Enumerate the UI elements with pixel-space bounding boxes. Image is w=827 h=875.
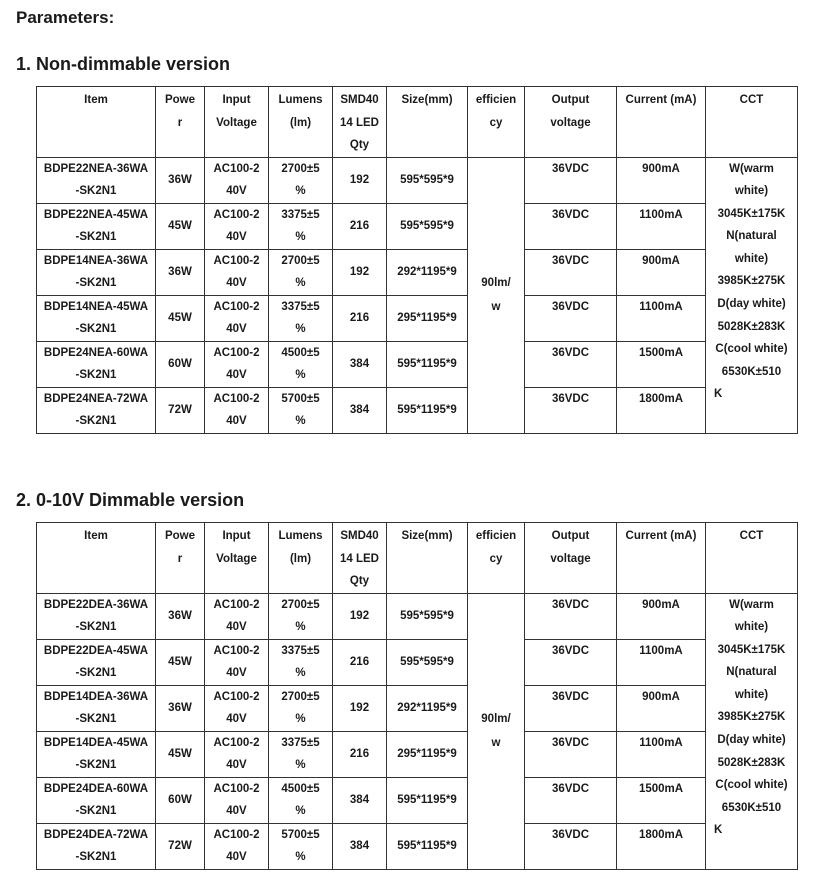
current-cell: 900mA bbox=[617, 249, 706, 295]
input-voltage-cell: AC100-2 40V bbox=[205, 593, 269, 639]
section-title-non-dimmable: 1. Non-dimmable version bbox=[16, 54, 231, 74]
input-voltage-cell: AC100-2 40V bbox=[205, 203, 269, 249]
column-header: Lumens (lm) bbox=[269, 87, 333, 158]
column-header: Input Voltage bbox=[205, 87, 269, 158]
current-cell: 900mA bbox=[617, 157, 706, 203]
size-cell: 595*1195*9 bbox=[387, 387, 468, 433]
power-cell: 36W bbox=[156, 593, 205, 639]
table-row bbox=[37, 639, 798, 685]
item-cell: BDPE14DEA-45WA -SK2N1 bbox=[37, 731, 156, 777]
table-row bbox=[37, 731, 798, 777]
item-cell: BDPE24NEA-72WA -SK2N1 bbox=[37, 387, 156, 433]
item-cell: BDPE22NEA-36WA -SK2N1 bbox=[37, 157, 156, 203]
input-voltage-cell: AC100-2 40V bbox=[205, 249, 269, 295]
power-cell: 72W bbox=[156, 387, 205, 433]
lumens-cell: 2700±5 % bbox=[269, 249, 333, 295]
power-cell: 36W bbox=[156, 249, 205, 295]
lumens-cell: 2700±5 % bbox=[269, 593, 333, 639]
led-qty-cell: 192 bbox=[333, 593, 387, 639]
item-cell: BDPE22DEA-36WA -SK2N1 bbox=[37, 593, 156, 639]
output-voltage-cell: 36VDC bbox=[525, 295, 617, 341]
power-cell: 45W bbox=[156, 731, 205, 777]
led-qty-cell: 192 bbox=[333, 685, 387, 731]
led-qty-cell: 192 bbox=[333, 157, 387, 203]
column-header: SMD40 14 LED Qty bbox=[333, 87, 387, 158]
led-qty-cell: 384 bbox=[333, 823, 387, 869]
led-qty-cell: 216 bbox=[333, 203, 387, 249]
size-cell: 595*595*9 bbox=[387, 203, 468, 249]
current-cell: 900mA bbox=[617, 593, 706, 639]
power-cell: 36W bbox=[156, 157, 205, 203]
output-voltage-cell: 36VDC bbox=[525, 157, 617, 203]
column-header: CCT bbox=[706, 523, 798, 594]
parameters-heading: Parameters: bbox=[16, 8, 115, 27]
power-cell: 45W bbox=[156, 295, 205, 341]
item-cell: BDPE22NEA-45WA -SK2N1 bbox=[37, 203, 156, 249]
input-voltage-cell: AC100-2 40V bbox=[205, 341, 269, 387]
input-voltage-cell: AC100-2 40V bbox=[205, 639, 269, 685]
input-voltage-cell: AC100-2 40V bbox=[205, 731, 269, 777]
table-row bbox=[37, 295, 798, 341]
table-row bbox=[37, 777, 798, 823]
table-row bbox=[37, 249, 798, 295]
column-header: Output voltage bbox=[525, 87, 617, 158]
lumens-cell: 3375±5 % bbox=[269, 203, 333, 249]
cct-cell: W(warm white) 3045K±175K N(natural white) 3985K±275K D(day white) 5028K±283K C(cool white) 6530K±510 K bbox=[706, 593, 798, 869]
header-row bbox=[37, 87, 798, 158]
current-cell: 900mA bbox=[617, 685, 706, 731]
size-cell: 595*595*9 bbox=[387, 157, 468, 203]
spec-table-non-dimmable bbox=[36, 86, 798, 434]
output-voltage-cell: 36VDC bbox=[525, 593, 617, 639]
power-cell: 72W bbox=[156, 823, 205, 869]
input-voltage-cell: AC100-2 40V bbox=[205, 685, 269, 731]
led-qty-cell: 192 bbox=[333, 249, 387, 295]
item-cell: BDPE14NEA-36WA -SK2N1 bbox=[37, 249, 156, 295]
output-voltage-cell: 36VDC bbox=[525, 249, 617, 295]
power-cell: 60W bbox=[156, 777, 205, 823]
table-row bbox=[37, 823, 798, 869]
section-title-dimmable: 2. 0-10V Dimmable version bbox=[16, 490, 245, 510]
efficiency-cell: 90lm/ w bbox=[468, 593, 525, 869]
item-cell: BDPE24DEA-60WA -SK2N1 bbox=[37, 777, 156, 823]
output-voltage-cell: 36VDC bbox=[525, 639, 617, 685]
output-voltage-cell: 36VDC bbox=[525, 777, 617, 823]
item-cell: BDPE24NEA-60WA -SK2N1 bbox=[37, 341, 156, 387]
led-qty-cell: 216 bbox=[333, 295, 387, 341]
output-voltage-cell: 36VDC bbox=[525, 203, 617, 249]
column-header: Current (mA) bbox=[617, 523, 706, 594]
column-header: Powe r bbox=[156, 523, 205, 594]
column-header: Item bbox=[37, 87, 156, 158]
column-header: Current (mA) bbox=[617, 87, 706, 158]
size-cell: 595*1195*9 bbox=[387, 823, 468, 869]
cct-cell: W(warm white) 3045K±175K N(natural white) 3985K±275K D(day white) 5028K±283K C(cool white) 6530K±510 K bbox=[706, 157, 798, 433]
current-cell: 1100mA bbox=[617, 203, 706, 249]
table-row bbox=[37, 387, 798, 433]
column-header: Size(mm) bbox=[387, 523, 468, 594]
current-cell: 1500mA bbox=[617, 777, 706, 823]
led-qty-cell: 384 bbox=[333, 777, 387, 823]
table-row bbox=[37, 157, 798, 203]
size-cell: 295*1195*9 bbox=[387, 731, 468, 777]
lumens-cell: 5700±5 % bbox=[269, 823, 333, 869]
column-header: Powe r bbox=[156, 87, 205, 158]
current-cell: 1500mA bbox=[617, 341, 706, 387]
power-cell: 60W bbox=[156, 341, 205, 387]
input-voltage-cell: AC100-2 40V bbox=[205, 295, 269, 341]
column-header: SMD40 14 LED Qty bbox=[333, 523, 387, 594]
current-cell: 1100mA bbox=[617, 295, 706, 341]
current-cell: 1800mA bbox=[617, 823, 706, 869]
input-voltage-cell: AC100-2 40V bbox=[205, 777, 269, 823]
size-cell: 595*595*9 bbox=[387, 593, 468, 639]
lumens-cell: 2700±5 % bbox=[269, 685, 333, 731]
column-header: Item bbox=[37, 523, 156, 594]
size-cell: 595*595*9 bbox=[387, 639, 468, 685]
input-voltage-cell: AC100-2 40V bbox=[205, 157, 269, 203]
header-row bbox=[37, 523, 798, 594]
lumens-cell: 3375±5 % bbox=[269, 295, 333, 341]
power-cell: 36W bbox=[156, 685, 205, 731]
input-voltage-cell: AC100-2 40V bbox=[205, 823, 269, 869]
item-cell: BDPE14DEA-36WA -SK2N1 bbox=[37, 685, 156, 731]
lumens-cell: 4500±5 % bbox=[269, 777, 333, 823]
lumens-cell: 3375±5 % bbox=[269, 639, 333, 685]
size-cell: 595*1195*9 bbox=[387, 777, 468, 823]
efficiency-cell: 90lm/ w bbox=[468, 157, 525, 433]
led-qty-cell: 216 bbox=[333, 731, 387, 777]
lumens-cell: 5700±5 % bbox=[269, 387, 333, 433]
power-cell: 45W bbox=[156, 203, 205, 249]
output-voltage-cell: 36VDC bbox=[525, 823, 617, 869]
current-cell: 1800mA bbox=[617, 387, 706, 433]
current-cell: 1100mA bbox=[617, 731, 706, 777]
lumens-cell: 3375±5 % bbox=[269, 731, 333, 777]
output-voltage-cell: 36VDC bbox=[525, 387, 617, 433]
column-header: efficien cy bbox=[468, 87, 525, 158]
column-header: Lumens (lm) bbox=[269, 523, 333, 594]
power-cell: 45W bbox=[156, 639, 205, 685]
column-header: CCT bbox=[706, 87, 798, 158]
item-cell: BDPE22DEA-45WA -SK2N1 bbox=[37, 639, 156, 685]
size-cell: 595*1195*9 bbox=[387, 341, 468, 387]
item-cell: BDPE24DEA-72WA -SK2N1 bbox=[37, 823, 156, 869]
column-header: efficien cy bbox=[468, 523, 525, 594]
size-cell: 295*1195*9 bbox=[387, 295, 468, 341]
column-header: Input Voltage bbox=[205, 523, 269, 594]
table-row bbox=[37, 203, 798, 249]
led-qty-cell: 384 bbox=[333, 341, 387, 387]
item-cell: BDPE14NEA-45WA -SK2N1 bbox=[37, 295, 156, 341]
lumens-cell: 4500±5 % bbox=[269, 341, 333, 387]
led-qty-cell: 384 bbox=[333, 387, 387, 433]
column-header: Size(mm) bbox=[387, 87, 468, 158]
table-row bbox=[37, 593, 798, 639]
table-row bbox=[37, 341, 798, 387]
lumens-cell: 2700±5 % bbox=[269, 157, 333, 203]
output-voltage-cell: 36VDC bbox=[525, 685, 617, 731]
table-row bbox=[37, 685, 798, 731]
spec-table-dimmable bbox=[36, 522, 798, 870]
input-voltage-cell: AC100-2 40V bbox=[205, 387, 269, 433]
size-cell: 292*1195*9 bbox=[387, 685, 468, 731]
column-header: Output voltage bbox=[525, 523, 617, 594]
current-cell: 1100mA bbox=[617, 639, 706, 685]
led-qty-cell: 216 bbox=[333, 639, 387, 685]
output-voltage-cell: 36VDC bbox=[525, 731, 617, 777]
size-cell: 292*1195*9 bbox=[387, 249, 468, 295]
output-voltage-cell: 36VDC bbox=[525, 341, 617, 387]
